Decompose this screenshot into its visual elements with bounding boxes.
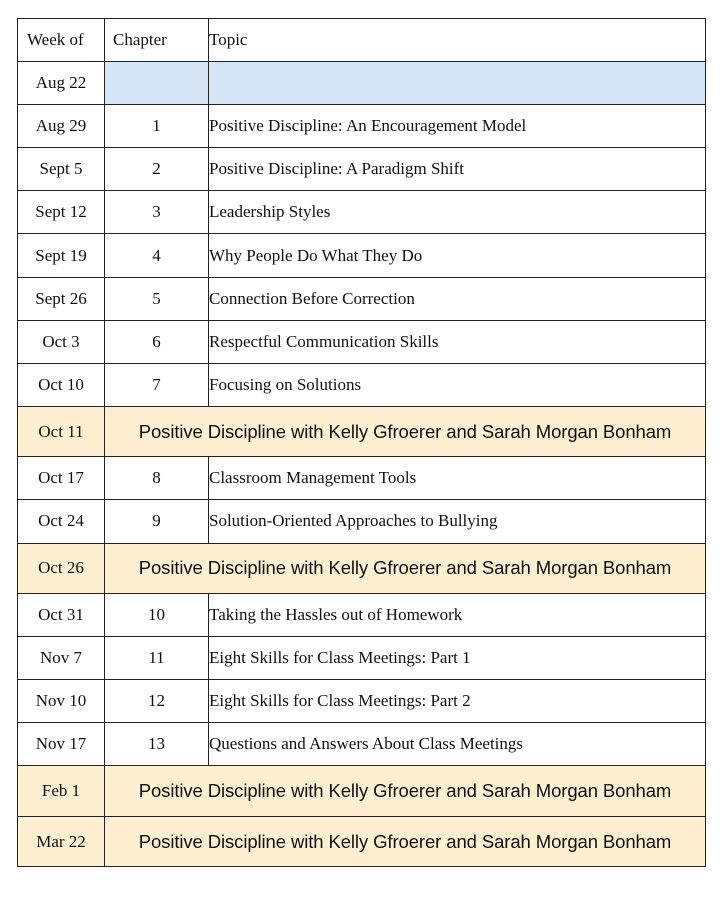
topic-cell: Positive Discipline: An Encouragement Model xyxy=(209,105,706,148)
week-cell: Oct 26 xyxy=(18,543,105,594)
chapter-cell: 10 xyxy=(105,594,209,637)
chapter-cell: 2 xyxy=(105,148,209,191)
table-row xyxy=(18,320,706,363)
header-row xyxy=(18,19,706,62)
week-cell: Sept 19 xyxy=(18,234,105,277)
topic-cell: Focusing on Solutions xyxy=(209,363,706,406)
topic-cell: Questions and Answers About Class Meetings xyxy=(209,723,706,766)
event-cell: Positive Discipline with Kelly Gfroerer and Sarah Morgan Bonham xyxy=(105,816,706,867)
blank-chapter-cell xyxy=(105,62,209,105)
week-cell: Sept 26 xyxy=(18,277,105,320)
topic-cell: Why People Do What They Do xyxy=(209,234,706,277)
schedule-table xyxy=(17,18,706,867)
topic-cell: Taking the Hassles out of Homework xyxy=(209,594,706,637)
header-topic: Topic xyxy=(209,19,706,62)
table-row xyxy=(18,680,706,723)
event-cell: Positive Discipline with Kelly Gfroerer and Sarah Morgan Bonham xyxy=(105,543,706,594)
event-row xyxy=(18,543,706,594)
chapter-cell: 7 xyxy=(105,363,209,406)
blank-topic-cell xyxy=(209,62,706,105)
week-cell: Mar 22 xyxy=(18,816,105,867)
week-cell: Feb 1 xyxy=(18,766,105,817)
topic-cell: Positive Discipline: A Paradigm Shift xyxy=(209,148,706,191)
chapter-cell: 6 xyxy=(105,320,209,363)
week-cell: Nov 7 xyxy=(18,637,105,680)
week-cell: Nov 10 xyxy=(18,680,105,723)
chapter-cell: 1 xyxy=(105,105,209,148)
chapter-cell: 3 xyxy=(105,191,209,234)
week-cell: Aug 22 xyxy=(18,62,105,105)
event-cell: Positive Discipline with Kelly Gfroerer and Sarah Morgan Bonham xyxy=(105,766,706,817)
chapter-cell: 11 xyxy=(105,637,209,680)
event-cell: Positive Discipline with Kelly Gfroerer and Sarah Morgan Bonham xyxy=(105,406,706,457)
topic-cell: Eight Skills for Class Meetings: Part 2 xyxy=(209,680,706,723)
topic-cell: Connection Before Correction xyxy=(209,277,706,320)
week-cell: Oct 3 xyxy=(18,320,105,363)
topic-cell: Eight Skills for Class Meetings: Part 1 xyxy=(209,637,706,680)
table-row xyxy=(18,105,706,148)
table-row xyxy=(18,457,706,500)
week-cell: Oct 17 xyxy=(18,457,105,500)
event-row xyxy=(18,406,706,457)
week-cell: Sept 5 xyxy=(18,148,105,191)
table-row xyxy=(18,62,706,105)
week-cell: Oct 11 xyxy=(18,406,105,457)
table-row xyxy=(18,500,706,543)
week-cell: Oct 31 xyxy=(18,594,105,637)
chapter-cell: 4 xyxy=(105,234,209,277)
week-cell: Oct 10 xyxy=(18,363,105,406)
header-chapter: Chapter xyxy=(105,19,209,62)
week-cell: Sept 12 xyxy=(18,191,105,234)
week-cell: Aug 29 xyxy=(18,105,105,148)
table-row xyxy=(18,148,706,191)
topic-cell: Classroom Management Tools xyxy=(209,457,706,500)
header-week: Week of xyxy=(18,19,105,62)
table-row xyxy=(18,234,706,277)
chapter-cell: 8 xyxy=(105,457,209,500)
table-row xyxy=(18,723,706,766)
topic-cell: Solution-Oriented Approaches to Bullying xyxy=(209,500,706,543)
table-row xyxy=(18,594,706,637)
table-row xyxy=(18,363,706,406)
topic-cell: Leadership Styles xyxy=(209,191,706,234)
event-row xyxy=(18,816,706,867)
week-cell: Nov 17 xyxy=(18,723,105,766)
topic-cell: Respectful Communication Skills xyxy=(209,320,706,363)
chapter-cell: 12 xyxy=(105,680,209,723)
table-row xyxy=(18,191,706,234)
table-row xyxy=(18,637,706,680)
chapter-cell: 13 xyxy=(105,723,209,766)
event-row xyxy=(18,766,706,817)
chapter-cell: 5 xyxy=(105,277,209,320)
table-row xyxy=(18,277,706,320)
week-cell: Oct 24 xyxy=(18,500,105,543)
chapter-cell: 9 xyxy=(105,500,209,543)
